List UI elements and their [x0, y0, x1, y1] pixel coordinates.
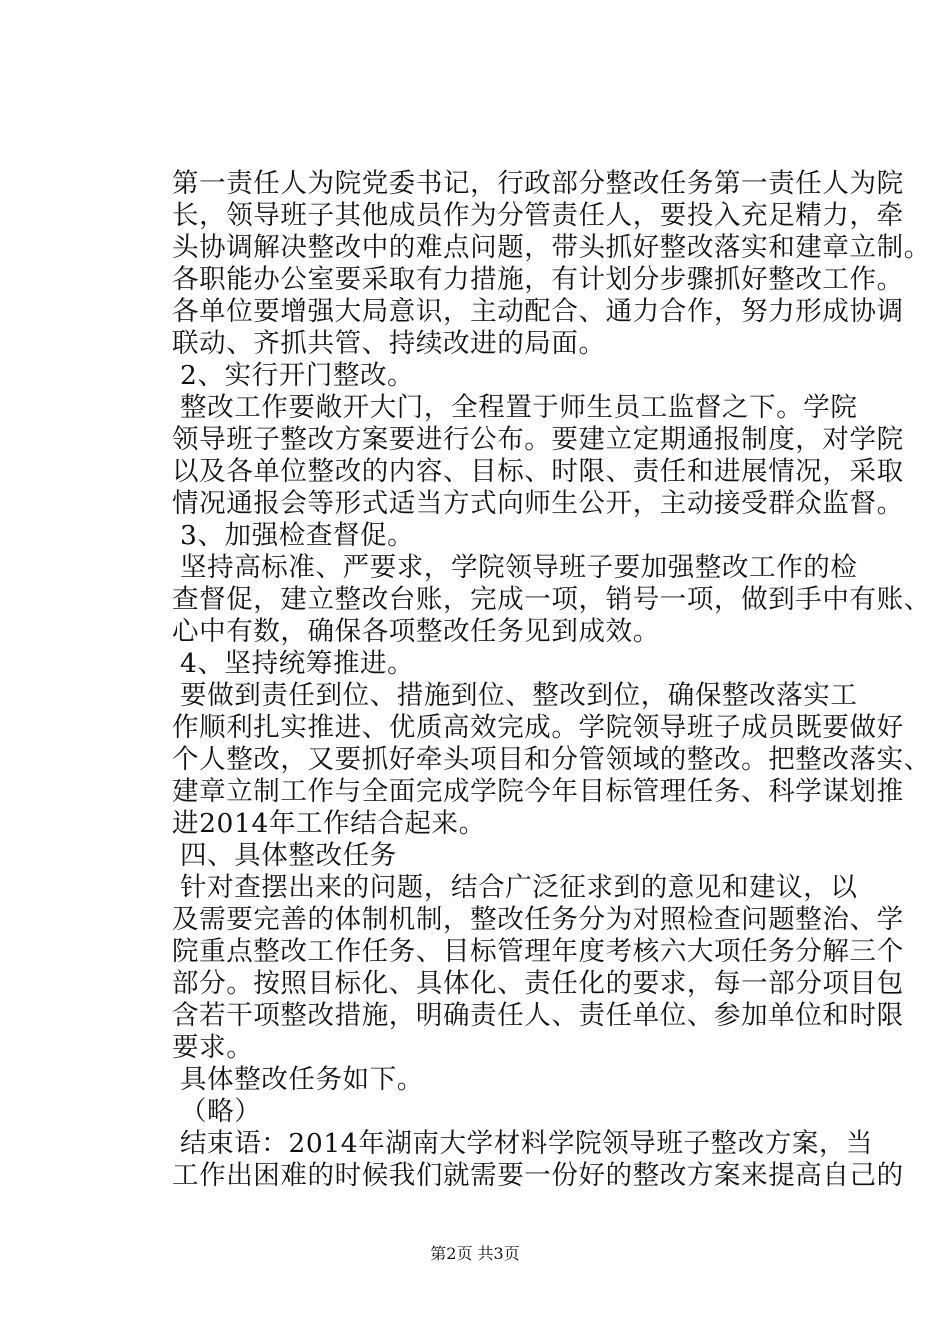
text-line: 具体整改任务如下。	[180, 1064, 424, 1095]
text-line: 以及各单位整改的内容、目标、时限、责任和进展情况，采取	[172, 456, 904, 487]
text-line: 工作出困难的时候我们就需要一份好的整改方案来提高自己的	[172, 1160, 904, 1191]
text-line: 第一责任人为院党委书记，行政部分整改任务第一责任人为院	[172, 168, 904, 199]
text-line: 坚持高标准、严要求，学院领导班子要加强整改工作的检	[180, 552, 858, 583]
text-line: 整改工作要敞开大门，全程置于师生员工监督之下。学院	[180, 392, 858, 423]
text-line: 要求。	[172, 1032, 254, 1063]
text-line: 各单位要增强大局意识，主动配合、通力合作，努力形成协调	[172, 296, 904, 327]
document-body	[172, 168, 931, 1192]
text-line: 联动、齐抓共管、持续改进的局面。	[172, 328, 606, 359]
text-line: 情况通报会等形式适当方式向师生公开，主动接受群众监督。	[172, 488, 904, 519]
section-heading: 4、坚持统筹推进。	[180, 648, 415, 679]
text-line: 个人整改，又要抓好牵头项目和分管领域的整改。把整改落实、	[172, 744, 931, 775]
text-line: 领导班子整改方案要进行公布。要建立定期通报制度，对学院	[172, 424, 904, 455]
text-line: 结束语：2014年湖南大学材料学院领导班子整改方案，当	[180, 1128, 874, 1159]
text-line: 头协调解决整改中的难点问题，带头抓好整改落实和建章立制。	[172, 232, 931, 263]
text-line: 长，领导班子其他成员作为分管责任人，要投入充足精力，牵	[172, 200, 904, 231]
text-line: 建章立制工作与全面完成学院今年目标管理任务、科学谋划推	[172, 776, 904, 807]
text-line: 查督促，建立整改台账，完成一项，销号一项，做到手中有账、	[172, 584, 931, 615]
text-line: 针对查摆出来的问题，结合广泛征求到的意见和建议，以	[180, 872, 858, 903]
text-line: 各职能办公室要采取有力措施，有计划分步骤抓好整改工作。	[172, 264, 904, 295]
text-line: 进2014年工作结合起来。	[172, 808, 486, 839]
text-line: 含若干项整改措施，明确责任人、责任单位、参加单位和时限	[172, 1000, 904, 1031]
text-line: 部分。按照目标化、具体化、责任化的要求，每一部分项目包	[172, 968, 904, 999]
section-heading: 3、加强检查督促。	[180, 520, 415, 551]
text-line: 要做到责任到位、措施到位、整改到位，确保整改落实工	[180, 680, 858, 711]
text-line: 及需要完善的体制机制，整改任务分为对照检查问题整治、学	[172, 904, 904, 935]
text-line: 作顺利扎实推进、优质高效完成。学院领导班子成员既要做好	[172, 712, 904, 743]
text-line: 心中有数，确保各项整改任务见到成效。	[172, 616, 660, 647]
page-footer: 第2页 共3页	[430, 1244, 520, 1263]
text-line: （略）	[180, 1096, 262, 1127]
section-heading: 2、实行开门整改。	[180, 360, 415, 391]
section-heading: 四、具体整改任务	[180, 840, 397, 871]
text-line: 院重点整改工作任务、目标管理年度考核六大项任务分解三个	[172, 936, 904, 967]
